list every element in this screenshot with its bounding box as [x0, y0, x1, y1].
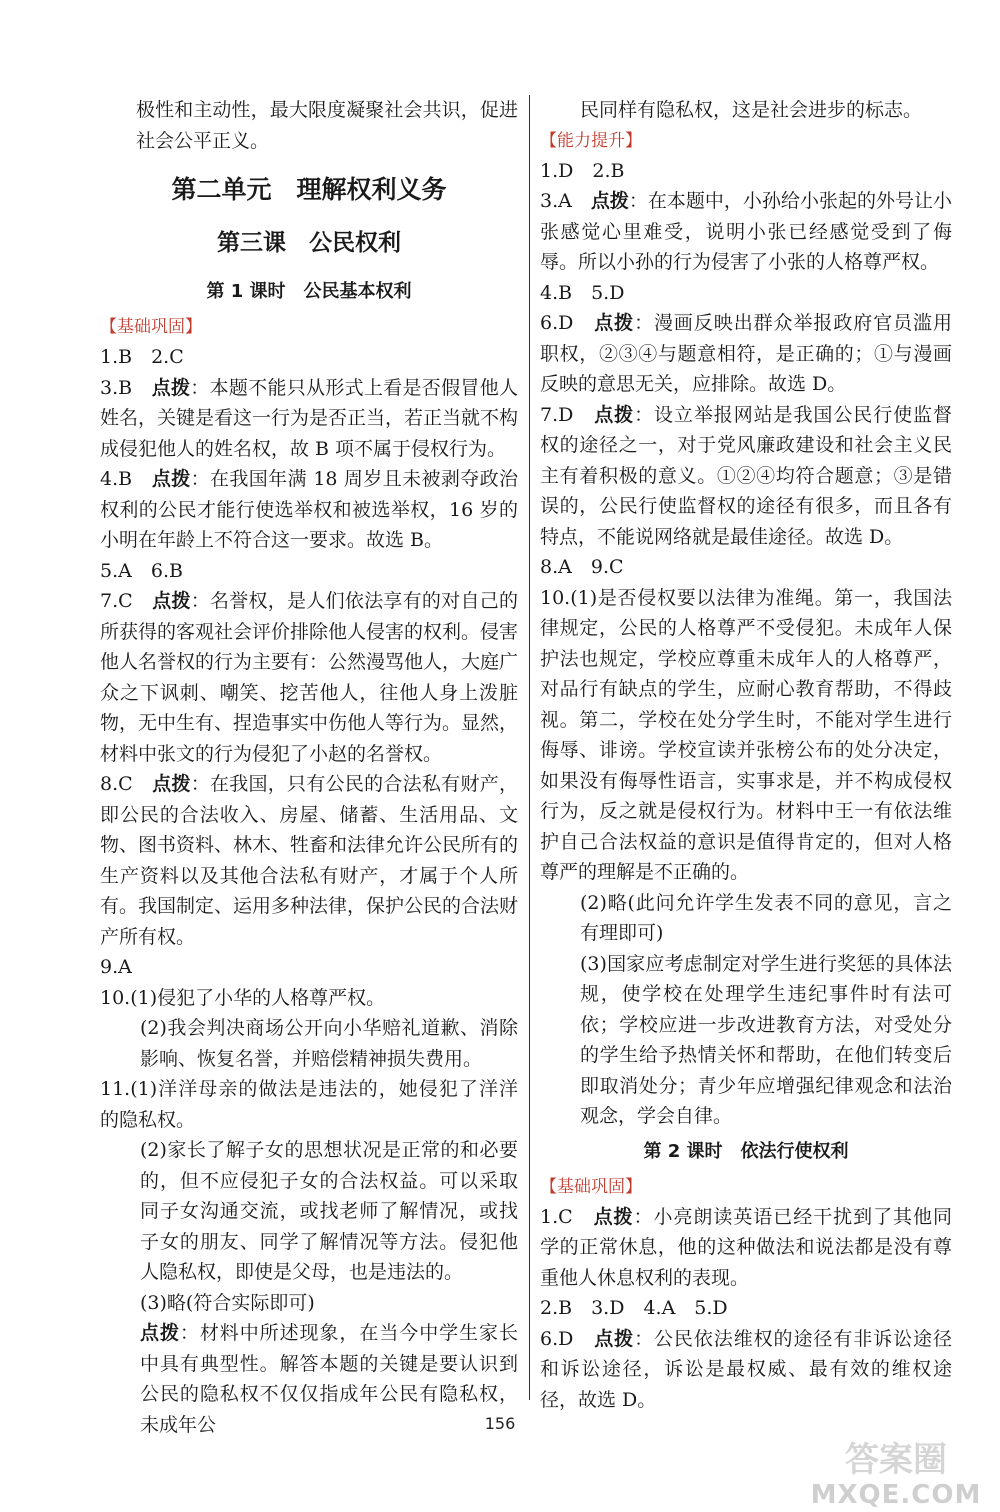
answer-item — [540, 1202, 952, 1294]
watermark-logo — [796, 1432, 996, 1512]
answer-list — [540, 156, 952, 1132]
answer-number: 1.C — [540, 1205, 594, 1228]
answer-item — [100, 1013, 518, 1074]
section-tag: 【基础巩固】 — [540, 1176, 642, 1197]
right-column — [540, 95, 952, 1415]
answer-list — [540, 1202, 952, 1416]
answer-item — [100, 769, 518, 952]
lesson-title: 第三课 公民权利 — [217, 230, 401, 256]
answer-number: 5.A 6.B — [100, 559, 183, 582]
period-title: 第 2 课时 依法行使权利 — [643, 1140, 849, 1162]
answer-item — [540, 156, 952, 187]
watermark-url: MXQE.COM — [810, 1480, 982, 1510]
hint-label: 点拨 — [151, 468, 191, 490]
answer-number: 10.(1)侵犯了小华的人格尊严权。 — [100, 986, 386, 1009]
answer-text: ：设立举报网站是我国公民行使监督权的途径之一，对于党风廉政建设和社会主义民主有着积极的意义。①②④均符合题意；③是错误的，公民行使监督权的途径有很多，而且各有特点，不能说网络就是最佳途径。故选 D。 — [540, 403, 952, 548]
answer-number: 7.C — [100, 590, 153, 612]
hint-label: 点拨 — [590, 190, 629, 212]
intro-text: 极性和主动性，最大限度凝聚社会共识，促进社会公平正义。 — [136, 99, 518, 152]
left-column — [100, 95, 518, 1440]
hint-label: 点拨 — [594, 403, 635, 426]
answer-list — [100, 342, 518, 1440]
answer-text: ：在我国年满 18 周岁且未被剥夺政治权利的公民才能行使选举权和被选举权，16 岁的小明在年龄上不符合这一要求。故选 B。 — [100, 468, 518, 551]
answer-number: (3)国家应考虑制定对学生进行奖惩的具体法规，使学校在处理学生违纪事件时有法可依；学校应进一步改进教育方法，对受处分的学生给予热情关怀和帮助，在他们转变后即取消处分；青少年应增强纪律观念和法治观念，学会自律。 — [580, 952, 952, 1127]
answer-item — [540, 308, 952, 400]
answer-item — [540, 186, 952, 278]
answer-item — [100, 983, 518, 1014]
answer-item — [540, 583, 952, 888]
answer-item — [100, 1074, 518, 1135]
answer-item — [100, 586, 518, 769]
answer-number: (2)我会判决商场公开向小华赔礼道歉、消除影响、恢复名誉，并赔偿精神损失费用。 — [140, 1017, 518, 1070]
answer-number: 3.A — [540, 190, 591, 212]
answer-text: ：材料中所述现象，在当今中学生家长中具有典型性。解答本题的关键是要认识到公民的隐私权不仅仅指成年公民有隐私权，未成年公 — [140, 1322, 518, 1436]
column-divider — [529, 95, 530, 1400]
unit-title: 第二单元 理解权利义务 — [171, 175, 447, 204]
answer-text: ：本题不能只从形式上看是否假冒他人姓名，关键是看这一行为是否正当，若正当就不构成侵犯他人的姓名权，故 B 项不属于侵权行为。 — [100, 376, 519, 460]
answer-item — [100, 556, 518, 587]
answer-item — [540, 949, 952, 1132]
answer-item — [100, 1288, 518, 1319]
answer-text: ：小亮朗读英语已经干扰到了其他同学的正常休息，他的这种做法和说法都是没有尊重他人休息权利的表现。 — [540, 1205, 952, 1289]
hint-label: 点拨 — [594, 312, 635, 334]
watermark-title: 答案圈 — [845, 1440, 947, 1480]
answer-number: 7.D — [540, 403, 595, 426]
answer-number: 4.B — [100, 468, 152, 490]
carry-text: 民同样有隐私权，这是社会进步的标志。 — [580, 99, 923, 121]
hint-label: 点拨 — [594, 1327, 635, 1350]
answer-text: ：公民依法维权的途径有非诉讼途径和诉讼途径，诉讼是最权威、最有效的维权途径，故选 D。 — [540, 1327, 952, 1411]
period-title: 第 1 课时 公民基本权利 — [206, 281, 412, 302]
answer-number: (2)略(此问允许学生发表不同的意见，言之有理即可) — [580, 891, 952, 944]
answer-number: 1.D 2.B — [540, 159, 625, 182]
answer-item — [100, 342, 518, 373]
answer-number: 4.B 5.D — [540, 281, 625, 304]
answer-text: ：在本题中，小孙给小张起的外号让小张感觉心里难受，说明小张已经感觉受到了侮辱。所以小孙的行为侵害了小张的人格尊严权。 — [540, 190, 952, 273]
answer-number: 6.D — [540, 1327, 595, 1350]
answer-number: (2)家长了解子女的思想状况是正常的和必要的，但不应侵犯子女的合法权益。可以采取同子女沟通交流，或找老师了解情况，或找子女的朋友、同学了解情况等方法。侵犯他人隐私权，即使是父母，也是违法的。 — [140, 1139, 518, 1283]
answer-number: 8.C — [100, 773, 153, 795]
answer-number: 3.B — [100, 376, 152, 399]
hint-label: 点拨 — [152, 773, 191, 795]
answer-number: 2.B 3.D 4.A 5.D — [540, 1297, 728, 1319]
answer-item — [540, 1293, 952, 1324]
hint-label: 点拨 — [140, 1322, 180, 1344]
answer-number: 10.(1)是否侵权要以法律为准绳。第一，我国法律规定，公民的人格尊严不受侵犯。未成年人保护法也规定，学校应尊重未成年人的人格尊严，对品行有缺点的学生，应耐心教育帮助，不得歧视。第二，学校在处分学生时，不能对学生进行侮辱、诽谤。学校宣读并张榜公布的处分决定，如果没有侮辱性语言，实事求是，并不构成侵权行为，反之就是侵权行为。材料中王一有依法维护自己合法权益的意识是值得肯定的，但对人格尊严的理解是不正确的。 — [540, 586, 952, 883]
answer-item — [540, 400, 952, 553]
answer-number: 8.A 9.C — [540, 556, 624, 578]
answer-item — [540, 552, 952, 583]
answer-text: ：名誉权，是人们依法享有的对自己的所获得的客观社会评价排除他人侵害的权利。侵害他人名誉权的行为主要有：公然漫骂他人，大庭广众之下讽刺、嘲笑、挖苦他人，往他人身上泼脏物，无中生有、捏造事实中伤他人等行为。显然，材料中张文的行为侵犯了小赵的名誉权。 — [100, 590, 519, 765]
answer-item — [100, 952, 518, 983]
answer-number: 6.D — [540, 312, 595, 334]
section-tag: 【能力提升】 — [540, 130, 642, 151]
answer-item — [100, 373, 518, 465]
hint-label: 点拨 — [152, 590, 191, 612]
hint-label: 点拨 — [151, 376, 191, 399]
answer-number: 1.B 2.C — [100, 346, 184, 368]
answer-item — [100, 464, 518, 556]
answer-item — [540, 1324, 952, 1416]
answer-number: (3)略(符合实际即可) — [140, 1291, 315, 1314]
hint-label: 点拨 — [593, 1205, 634, 1228]
answer-text: ：漫画反映出群众举报政府官员滥用职权，②③④与题意相符，是正确的；①与漫画反映的意思无关，应排除。故选 D。 — [540, 312, 952, 395]
answer-item — [540, 888, 952, 949]
section-tag: 【基础巩固】 — [100, 317, 202, 337]
answer-text: ：在我国，只有公民的合法私有财产，即公民的合法收入、房屋、储蓄、生活用品、文物、图书资料、林木、牲畜和法律允许公民所有的生产资料以及其他合法私有财产，才属于个人所有。我国制定、运用多种法律，保护公民的合法财产所有权。 — [100, 773, 519, 948]
answer-number: 9.A — [100, 956, 132, 978]
answer-number: 11.(1)洋洋母亲的做法是违法的，她侵犯了洋洋的隐私权。 — [100, 1078, 518, 1131]
page-number: 156 — [484, 1414, 516, 1433]
answer-item — [540, 278, 952, 309]
answer-item — [100, 1135, 518, 1288]
